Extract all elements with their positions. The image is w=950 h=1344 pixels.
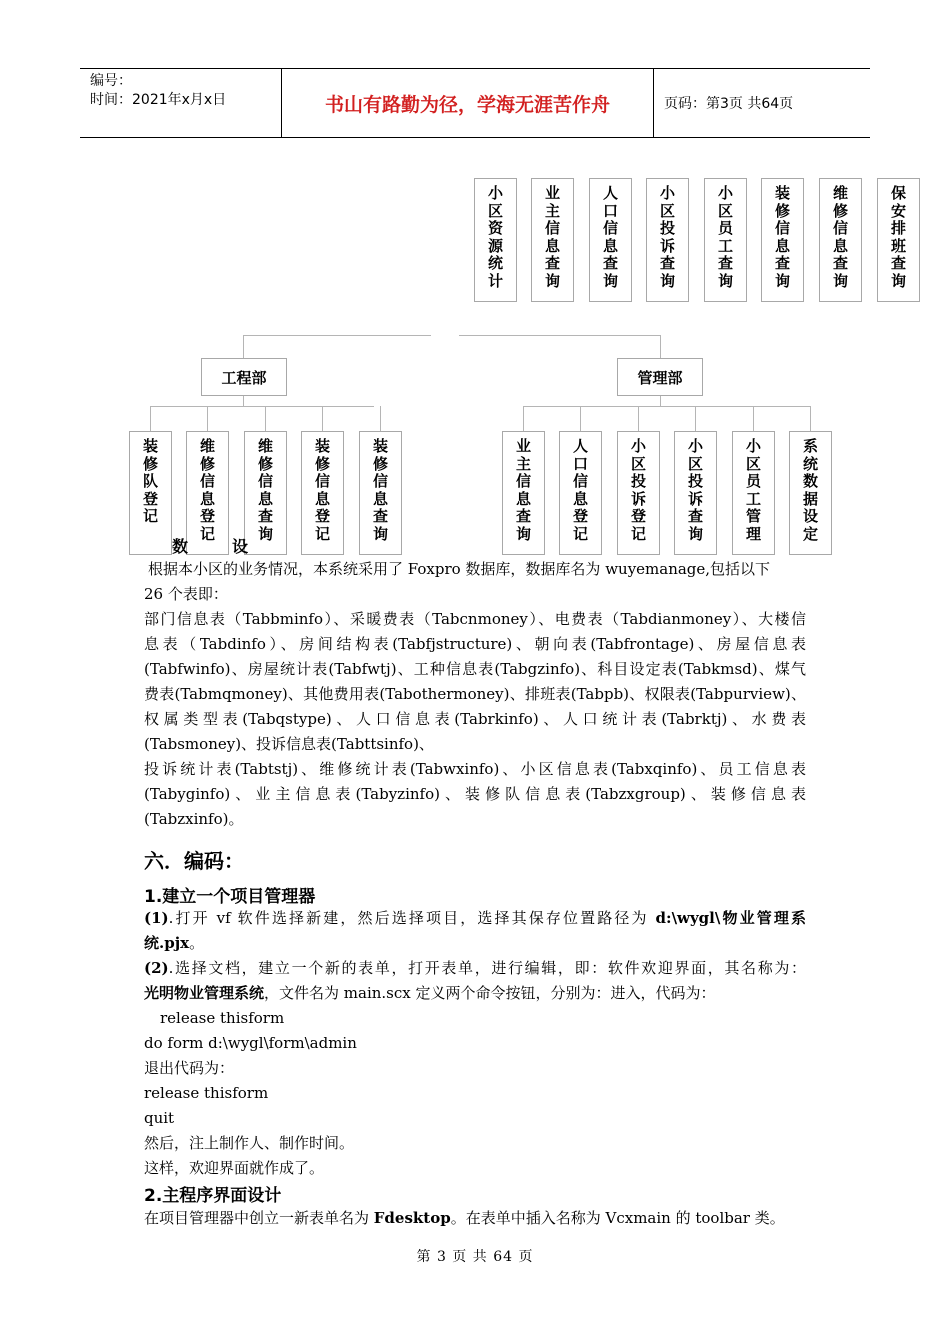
code-line-2: do form d:\wygl\form\admin xyxy=(144,1034,357,1052)
section-six-heading: 六．编码： xyxy=(144,849,244,873)
top-module-box: 保 安 排 班 查 询 xyxy=(877,178,920,302)
code-line-4: quit xyxy=(144,1109,175,1127)
code-line-1: release thisform xyxy=(160,1009,285,1027)
connector-line xyxy=(580,406,581,432)
step-1-text: .打开 vf 软件选择新建，然后选择项目，选择其保存位置路径为 xyxy=(168,909,656,927)
top-module-box: 人 口 信 息 查 询 xyxy=(589,178,632,302)
engineering-item-box: 维 修 信 息 查 询 xyxy=(244,431,287,555)
last-paragraph xyxy=(144,1206,785,1231)
header-meta xyxy=(80,69,281,137)
page-header xyxy=(80,68,870,138)
top-module-box: 小 区 投 诉 查 询 xyxy=(646,178,689,302)
step-1-path-end: 统.pjx xyxy=(144,934,190,952)
table-list-line: 息表（Tabdinfo）、房间结构表(Tabfjstructure)、朝向表(Tabfrontage)、房屋信息表 xyxy=(144,635,806,653)
form-name: Fdesktop xyxy=(373,1209,451,1227)
subheading-main-ui: 2.主程序界面设计 xyxy=(144,1186,282,1206)
header-page-info: 页码：第3页 共64页 xyxy=(664,96,794,112)
top-module-box: 维 修 信 息 查 询 xyxy=(819,178,862,302)
table-list-line: (Tabzxinfo)。 xyxy=(144,810,244,828)
table-list-line: (Tabsmoney)、投诉信息表(Tabttsinfo)、 xyxy=(144,735,434,753)
connector-line xyxy=(523,406,524,432)
management-item-box: 小 区 投 诉 查 询 xyxy=(674,431,717,555)
step-1-paragraph xyxy=(144,906,806,931)
dept-engineering: 工程部 xyxy=(201,358,287,396)
time-label: 时间：2021年x月x日 xyxy=(90,92,227,108)
header-motto: 书山有路勤为径，学海无涯苦作舟 xyxy=(281,69,654,137)
code-line-3: release thisform xyxy=(144,1084,269,1102)
last-post: 。在表单中插入名称为 Vcxmain 的 toolbar 类。 xyxy=(450,1209,785,1227)
engineering-item-box: 装 修 信 息 登 记 xyxy=(301,431,344,555)
note-line-1: 然后，注上制作人、制作时间。 xyxy=(144,1134,355,1152)
engineering-item-box: 装 修 信 息 查 询 xyxy=(359,431,402,555)
table-list-line: 权属类型表(Tabqstype)、人口信息表(Tabrkinfo)、人口统计表(Tabrktj)、水费表 xyxy=(144,710,806,728)
table-list-line: 部门信息表（Tabbminfo）、采暖费表（Tabcnmoney）、电费表（Tabdianmoney）、大楼信 xyxy=(144,610,806,628)
connector-line xyxy=(322,406,323,432)
top-module-box: 小 区 资 源 统 计 xyxy=(474,178,517,302)
step-1-end: 。 xyxy=(189,934,205,952)
connector-line xyxy=(695,406,696,432)
step-2-line-2 xyxy=(144,981,716,1006)
connector-line xyxy=(638,406,639,432)
system-name: 光明物业管理系统 xyxy=(144,984,265,1002)
engineering-item-box: 维 修 信 息 登 记 xyxy=(186,431,229,555)
exit-code-label: 退出代码为： xyxy=(144,1059,235,1077)
connector-line xyxy=(243,335,244,358)
connector-line xyxy=(523,406,810,407)
step-2-number: (2) xyxy=(144,959,169,977)
management-item-box: 小 区 投 诉 登 记 xyxy=(617,431,660,555)
connector-line xyxy=(753,406,754,432)
connector-line xyxy=(243,335,431,336)
management-item-box: 业 主 信 息 查 询 xyxy=(502,431,545,555)
connector-line xyxy=(150,406,374,407)
connector-line xyxy=(810,406,811,432)
step-1-path-cont xyxy=(144,931,204,956)
management-item-box: 小 区 员 工 管 理 xyxy=(732,431,775,555)
table-list-line: 投诉统计表(Tabtstj)、维修统计表(Tabwxinfo)、小区信息表(Tabxqinfo)、员工信息表 xyxy=(144,760,806,778)
top-module-box: 小 区 员 工 查 询 xyxy=(704,178,747,302)
page-footer: 第 3 页 共 64 页 xyxy=(416,1249,534,1265)
connector-line xyxy=(265,406,266,432)
number-label: 编号： xyxy=(90,73,132,89)
note-line-2: 这样，欢迎界面就作成了。 xyxy=(144,1159,325,1177)
table-list-line: (Tabfwinfo)、房屋统计表(Tabfwtj)、工种信息表(Tabgzinfo)、科目设定表(Tabkmsd)、煤气 xyxy=(144,660,806,678)
top-module-box: 业 主 信 息 查 询 xyxy=(531,178,574,302)
connector-line xyxy=(207,406,208,432)
table-list-line: 费表(Tabmqmoney)、其他费用表(Tabothermoney)、排班表(Tabpb)、权限表(Tabpurview)、 xyxy=(144,685,806,703)
connector-line xyxy=(660,335,661,358)
subheading-project-manager: 1.建立一个项目管理器 xyxy=(144,887,316,907)
step-2-text: .选择文档，建立一个新的表单，打开表单，进行编辑，即：软件欢迎界面，其名称为： xyxy=(168,959,806,977)
step-2-rest: ，文件名为 main.scx 定义两个命令按钮，分别为：进入，代码为： xyxy=(264,984,716,1002)
engineering-item-box: 装 修 队 登 记 xyxy=(129,431,172,555)
management-item-box: 系 统 数 据 设 定 xyxy=(789,431,832,555)
intro-line-1: 根据本小区的业务情况，本系统采用了 Foxpro 数据库，数据库名为 wuyemanage,包括以下 xyxy=(148,560,771,578)
step-1-number: (1) xyxy=(144,909,169,927)
table-list-line: (Tabyginfo)、业主信息表(Tabyzinfo)、装修队信息表(Tabzxgroup)、装修信息表 xyxy=(144,785,806,803)
intro-line-2: 26 个表即： xyxy=(144,585,228,603)
connector-line xyxy=(150,406,151,432)
dept-management: 管理部 xyxy=(617,358,703,396)
text-fragment-right: 设 xyxy=(232,537,249,556)
top-module-box: 装 修 信 息 查 询 xyxy=(761,178,804,302)
connector-line xyxy=(459,335,661,336)
step-1-path: d:\wygl\物业管理系 xyxy=(655,909,806,927)
last-pre: 在项目管理器中创立一新表单名为 xyxy=(144,1209,374,1227)
management-item-box: 人 口 信 息 登 记 xyxy=(559,431,602,555)
connector-line xyxy=(380,406,381,432)
step-2-paragraph xyxy=(144,956,806,981)
text-fragment-left: 数 xyxy=(172,537,189,556)
